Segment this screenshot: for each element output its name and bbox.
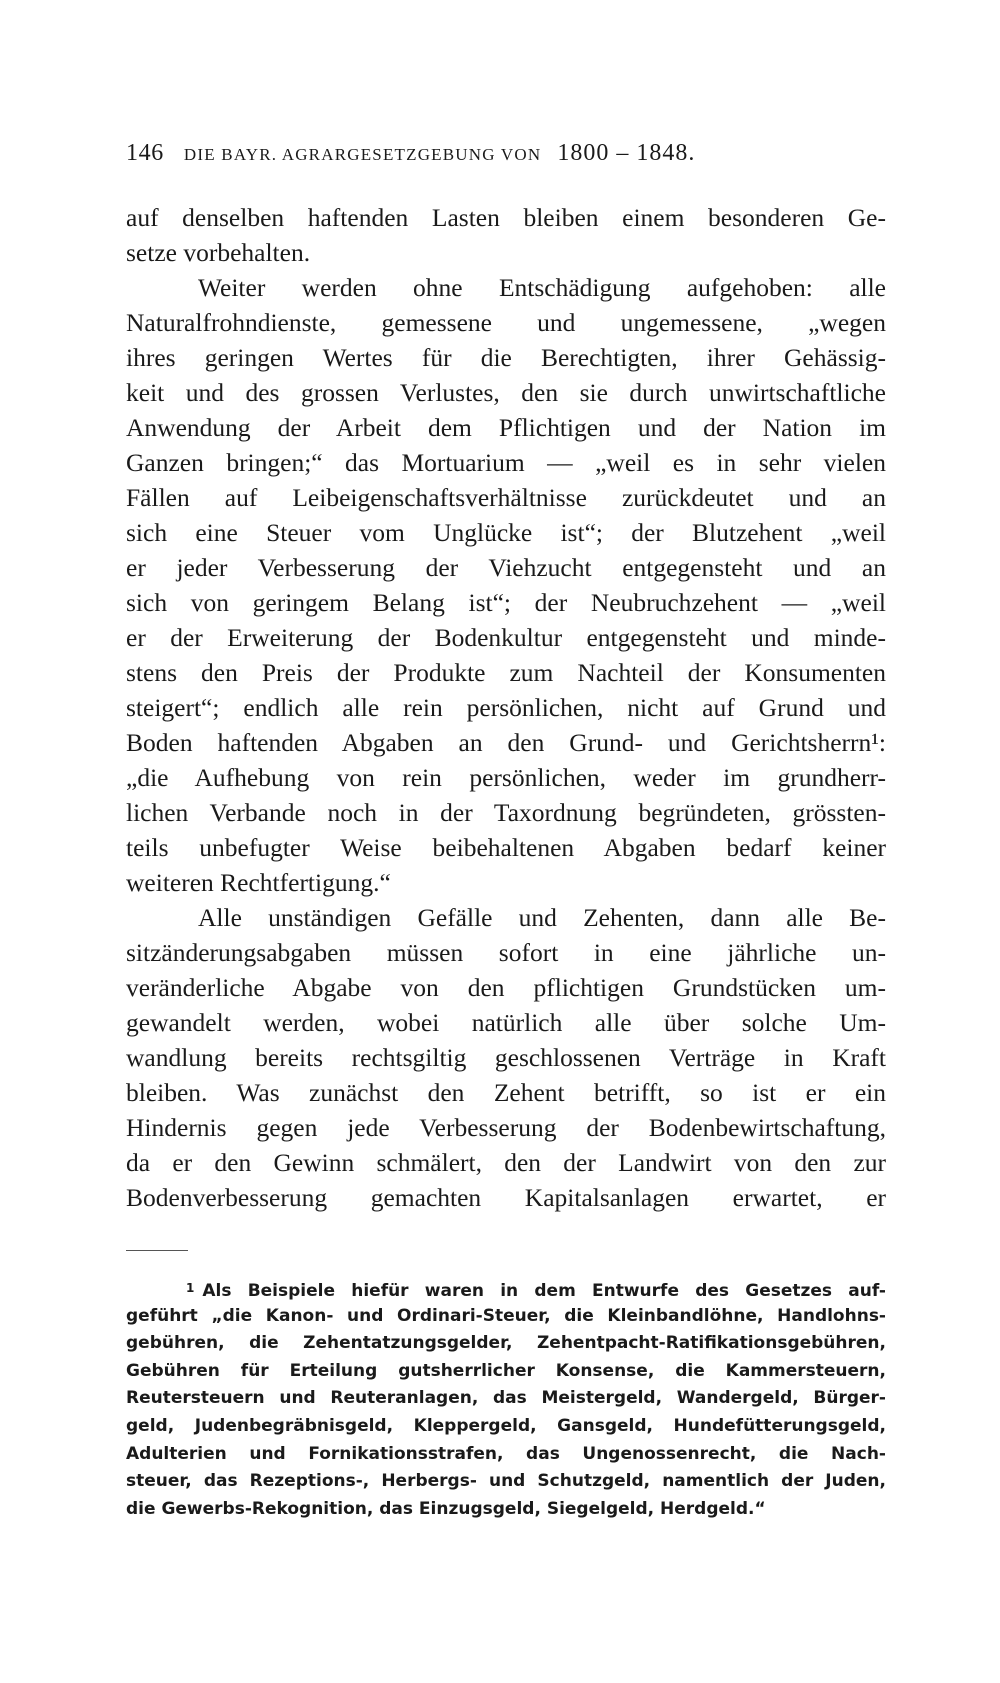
text-line: bleiben. Was zunächst den Zehent betrifft, so ist er ein (126, 1078, 886, 1107)
text-line: setze vorbehalten. (126, 238, 311, 267)
text-line: weiteren Rechtfertigung.“ (126, 868, 391, 897)
footnote-line: geld, Judenbegräbnisgeld, Kleppergeld, Gansgeld, Hundefütterungsgeld, (126, 1415, 886, 1436)
text-line: ihres geringen Wertes für die Berechtigten, ihrer Gehässig- (126, 343, 886, 372)
footnote-line: gebühren, die Zehentatzungsgelder, Zehentpacht-Ratifikationsgebühren, (126, 1333, 886, 1354)
text-line: Ganzen bringen;“ das Mortuarium — „weil es in sehr vielen (126, 448, 886, 477)
text-line: er jeder Verbesserung der Viehzucht entgegensteht und an (126, 553, 886, 582)
text-line: Anwendung der Arbeit dem Pflichtigen und der Nation im (126, 413, 886, 442)
text-line: „die Aufhebung von rein persönlichen, weder im grundherr- (126, 763, 886, 792)
running-title: DIE BAYR. AGRARGESETZGEBUNG VON (183, 145, 542, 164)
text-line: lichen Verbande noch in der Taxordnung begründeten, grössten- (126, 798, 886, 827)
page-number: 146 (126, 140, 164, 166)
footnote-line: die Gewerbs-Rekognition, das Einzugsgeld, Siegelgeld, Herdgeld.“ (126, 1498, 766, 1519)
footnote-line: Gebühren für Erteilung gutsherrlicher Konsense, die Kammersteuern, (126, 1360, 886, 1381)
text-line: wandlung bereits rechtsgiltig geschlossenen Verträge in Kraft (126, 1043, 886, 1072)
text-line: gewandelt werden, wobei natürlich alle über solche Um- (126, 1008, 886, 1037)
text-line: Hindernis gegen jede Verbesserung der Bodenbewirtschaftung, (126, 1113, 886, 1142)
main-text (126, 200, 886, 1215)
running-title-years: 1800 – 1848. (557, 140, 696, 166)
text-line: sich von geringem Belang ist“; der Neubruchzehent — „weil (126, 588, 886, 617)
text-line: Fällen auf Leibeigenschaftsverhältnisse zurückdeutet und an (126, 483, 886, 512)
paragraph-start-line: Alle unständigen Gefälle und Zehenten, dann alle Be- (198, 903, 886, 932)
footnote-line: Adulterien und Fornikationsstrafen, das Ungenossenrecht, die Nach- (126, 1443, 886, 1464)
running-header (126, 140, 826, 174)
footnote-separator (126, 1250, 188, 1251)
text-line: Bodenverbesserung gemachten Kapitalsanlagen erwartet, er (126, 1183, 886, 1212)
text-line: er der Erweiterung der Bodenkultur entgegensteht und minde- (126, 623, 886, 652)
text-line: teils unbefugter Weise beibehaltenen Abgaben bedarf keiner (126, 833, 886, 862)
footnote-line-text: Als Beispiele hiefür waren in dem Entwurfe des Gesetzes auf- (202, 1281, 886, 1301)
text-line: da er den Gewinn schmälert, den der Landwirt von den zur (126, 1148, 886, 1177)
footnote-line (126, 1275, 886, 1303)
text-line: keit und des grossen Verlustes, den sie durch unwirtschaftliche (126, 378, 886, 407)
footnote-line: steuer, das Rezeptions-, Herbergs- und Schutzgeld, namentlich der Juden, (126, 1471, 886, 1492)
footnote-line: Reutersteuern und Reuteranlagen, das Meistergeld, Wandergeld, Bürger- (126, 1388, 886, 1409)
footnote-line: geführt „die Kanon- und Ordinari-Steuer, die Kleinbandlöhne, Handlohns- (126, 1305, 886, 1326)
text-line: Boden haftenden Abgaben an den Grund- und Gerichtsherrn¹: (126, 728, 886, 757)
footnote (126, 1275, 886, 1523)
text-line: steigert“; endlich alle rein persönlichen, nicht auf Grund und (126, 693, 886, 722)
text-line: veränderliche Abgabe von den pflichtigen Grundstücken um- (126, 973, 886, 1002)
text-line: sich eine Steuer vom Unglücke ist“; der Blutzehent „weil (126, 518, 886, 547)
text-line: stens den Preis der Produkte zum Nachteil der Konsumenten (126, 658, 886, 687)
paragraph-start-line: Weiter werden ohne Entschädigung aufgehoben: alle (198, 273, 886, 302)
text-line: Naturalfrohndienste, gemessene und ungemessene, „wegen (126, 308, 886, 337)
text-line: sitzänderungsabgaben müssen sofort in eine jährliche un- (126, 938, 886, 967)
text-line: auf denselben haftenden Lasten bleiben einem besonderen Ge- (126, 203, 886, 232)
footnote-marker: 1 (186, 1281, 195, 1295)
